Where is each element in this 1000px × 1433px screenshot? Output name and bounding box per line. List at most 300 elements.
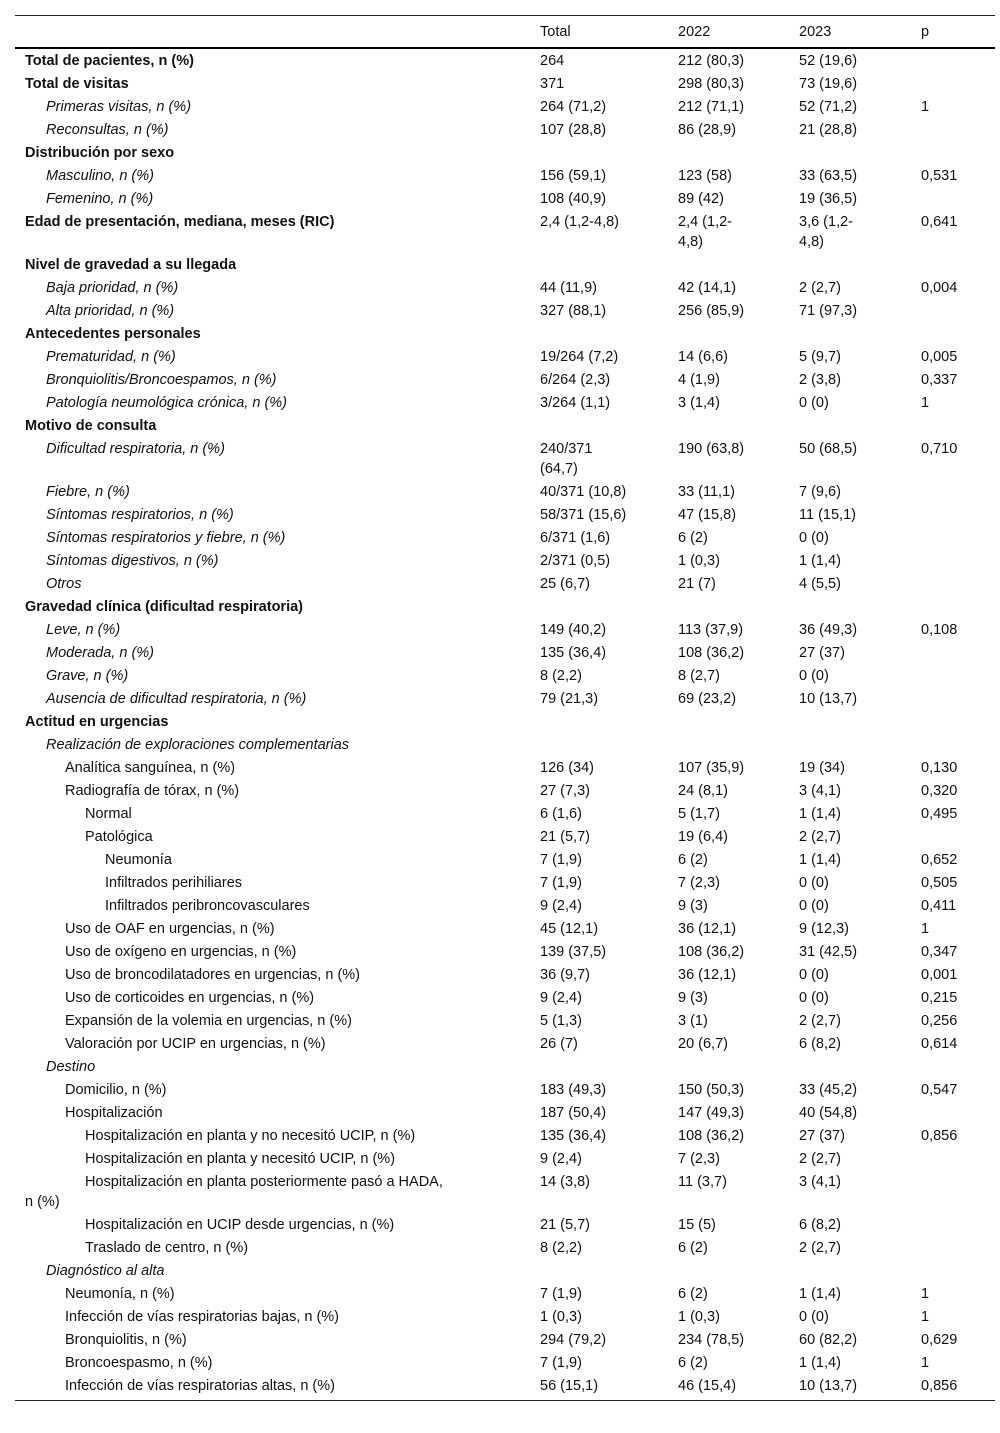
header-label [15, 16, 540, 49]
table-row [15, 210, 995, 253]
cell-p: 0,005 [921, 349, 958, 365]
table-row [15, 572, 995, 595]
cell-total: 183 (49,3) [540, 1082, 607, 1098]
table-row [15, 848, 995, 871]
table-body [15, 48, 995, 1401]
cell-2022: 123 (58) [678, 168, 733, 184]
row-label: Motivo de consulta [25, 418, 157, 434]
cell-2022: 47 (15,8) [678, 507, 737, 523]
cell-2023: 0 (0) [799, 1309, 829, 1325]
cell-2023: 2 (2,7) [799, 1013, 841, 1029]
cell-2022: 9 (3) [678, 898, 708, 914]
cell-p [921, 322, 995, 345]
cell-2023: 0 (0) [799, 668, 829, 684]
cell-total: 240/371 (64,7) [540, 441, 593, 477]
row-label: Alta prioridad, n (%) [46, 303, 175, 319]
cell-2022: 6 (2) [678, 1286, 708, 1302]
row-label: Moderada, n (%) [46, 645, 154, 661]
cell-total: 9 (2,4) [540, 1151, 582, 1167]
cell-p [921, 549, 995, 572]
cell-p: 0,411 [921, 898, 957, 914]
row-label: Síntomas respiratorios, n (%) [46, 507, 234, 523]
table-row [15, 756, 995, 779]
row-label: Leve, n (%) [46, 622, 121, 638]
cell-2023: 2 (2,7) [799, 1151, 841, 1167]
cell-p [921, 1236, 995, 1259]
table-row [15, 48, 995, 72]
cell-p [921, 1213, 995, 1236]
table-row [15, 664, 995, 687]
cell-total: 187 (50,4) [540, 1105, 607, 1121]
cell-p [921, 503, 995, 526]
cell-2022: 108 (36,2) [678, 944, 745, 960]
row-label: Valoración por UCIP en urgencias, n (%) [65, 1036, 326, 1052]
cell-p: 0,710 [921, 441, 958, 457]
cell-2022: 298 (80,3) [678, 76, 745, 92]
cell-total: 19/264 (7,2) [540, 349, 619, 365]
table-row [15, 1328, 995, 1351]
cell-2023: 21 (28,8) [799, 122, 858, 138]
cell-2022: 36 (12,1) [678, 967, 737, 983]
cell-p [921, 187, 995, 210]
cell-2023: 2 (2,7) [799, 829, 841, 845]
cell-2023: 71 (97,3) [799, 303, 858, 319]
cell-p: 0,108 [921, 622, 958, 638]
row-label: Hospitalización en UCIP desde urgencias, n (%) [85, 1217, 395, 1233]
row-label: Hospitalización en planta posteriormente pasó a HADA, n (%) [25, 1174, 443, 1210]
cell-2023: 2 (3,8) [799, 372, 841, 388]
row-label: Broncoespasmo, n (%) [65, 1355, 213, 1371]
cell-2022: 14 (6,6) [678, 349, 728, 365]
cell-total [540, 322, 678, 345]
row-label: Diagnóstico al alta [46, 1263, 165, 1279]
row-label: Patológica [85, 829, 153, 845]
table-row [15, 641, 995, 664]
cell-p: 1 [921, 921, 930, 937]
table-row [15, 1055, 995, 1078]
cell-total: 58/371 (15,6) [540, 507, 627, 523]
cell-p: 0,320 [921, 783, 958, 799]
table-row [15, 95, 995, 118]
cell-p: 0,652 [921, 852, 958, 868]
row-label: Expansión de la volemia en urgencias, n (%) [65, 1013, 352, 1029]
cell-p: 1 [921, 99, 930, 115]
row-label: Otros [46, 576, 82, 592]
cell-2023: 73 (19,6) [799, 76, 858, 92]
cell-2023: 52 (71,2) [799, 99, 858, 115]
row-label: Hospitalización en planta y necesitó UCIP, n (%) [85, 1151, 396, 1167]
table-row [15, 1032, 995, 1055]
cell-2022: 5 (1,7) [678, 806, 720, 822]
cell-2023 [799, 141, 921, 164]
row-label: Uso de broncodilatadores en urgencias, n (%) [65, 967, 360, 983]
cell-2023: 2 (2,7) [799, 1240, 841, 1256]
table-row [15, 164, 995, 187]
cell-2022: 3 (1,4) [678, 395, 720, 411]
row-label: Síntomas respiratorios y fiebre, n (%) [46, 530, 286, 546]
cell-p [921, 1170, 995, 1213]
cell-total: 14 (3,8) [540, 1174, 590, 1190]
cell-2023: 6 (8,2) [799, 1036, 841, 1052]
cell-2022: 69 (23,2) [678, 691, 737, 707]
cell-total [540, 141, 678, 164]
table-row [15, 710, 995, 733]
cell-2022: 19 (6,4) [678, 829, 728, 845]
cell-2022: 108 (36,2) [678, 1128, 745, 1144]
cell-p [921, 253, 995, 276]
cell-2023: 27 (37) [799, 645, 845, 661]
cell-total: 139 (37,5) [540, 944, 607, 960]
cell-total: 27 (7,3) [540, 783, 590, 799]
cell-2022: 24 (8,1) [678, 783, 728, 799]
table-row [15, 1009, 995, 1032]
cell-2022: 9 (3) [678, 990, 708, 1006]
row-label: Reconsultas, n (%) [46, 122, 169, 138]
cell-p [921, 1101, 995, 1124]
row-label: Total de visitas [25, 76, 129, 92]
row-label: Ausencia de dificultad respiratoria, n (%) [46, 691, 307, 707]
cell-p: 0,256 [921, 1013, 958, 1029]
cell-2022: 36 (12,1) [678, 921, 737, 937]
cell-total: 21 (5,7) [540, 1217, 590, 1233]
cell-p [921, 664, 995, 687]
table-row [15, 963, 995, 986]
cell-2023: 1 (1,4) [799, 1286, 841, 1302]
cell-2022: 234 (78,5) [678, 1332, 745, 1348]
cell-total: 5 (1,3) [540, 1013, 582, 1029]
cell-p [921, 1147, 995, 1170]
row-label: Síntomas digestivos, n (%) [46, 553, 219, 569]
table-row [15, 1124, 995, 1147]
cell-total: 7 (1,9) [540, 875, 582, 891]
cell-2023: 40 (54,8) [799, 1105, 858, 1121]
cell-2022: 212 (80,3) [678, 53, 745, 69]
cell-2023: 19 (34) [799, 760, 845, 776]
table-row [15, 1305, 995, 1328]
cell-2023 [799, 1259, 921, 1282]
cell-2023 [799, 710, 921, 733]
table-row [15, 391, 995, 414]
cell-2023: 0 (0) [799, 875, 829, 891]
row-label: Uso de corticoides en urgencias, n (%) [65, 990, 315, 1006]
row-label: Infección de vías respiratorias altas, n (%) [65, 1378, 335, 1394]
row-label: Infección de vías respiratorias bajas, n (%) [65, 1309, 340, 1325]
cell-2023: 1 (1,4) [799, 806, 841, 822]
cell-2022 [678, 141, 799, 164]
cell-p: 0,531 [921, 168, 958, 184]
row-label: Bronquiolitis/Broncoespamos, n (%) [46, 372, 277, 388]
cell-2023 [799, 1055, 921, 1078]
cell-p [921, 72, 995, 95]
cell-2022: 107 (35,9) [678, 760, 745, 776]
cell-p: 0,347 [921, 944, 958, 960]
cell-total: 2/371 (0,5) [540, 553, 611, 569]
cell-p: 0,130 [921, 760, 958, 776]
cell-2023: 6 (8,2) [799, 1217, 841, 1233]
cell-p [921, 118, 995, 141]
cell-2023: 0 (0) [799, 967, 829, 983]
cell-2023: 11 (15,1) [799, 507, 856, 523]
cell-total: 3/264 (1,1) [540, 395, 611, 411]
row-label: Neumonía, n (%) [65, 1286, 175, 1302]
cell-p: 1 [921, 1286, 930, 1302]
header-2022: 2022 [678, 23, 711, 40]
cell-2023: 9 (12,3) [799, 921, 849, 937]
cell-2023: 5 (9,7) [799, 349, 841, 365]
cell-2023 [799, 733, 921, 756]
cell-2023 [799, 322, 921, 345]
cell-2023: 0 (0) [799, 990, 829, 1006]
cell-2022: 42 (14,1) [678, 280, 737, 296]
cell-total: 8 (2,2) [540, 1240, 582, 1256]
cell-p: 1 [921, 1309, 930, 1325]
cell-2022: 6 (2) [678, 1240, 708, 1256]
cell-2022 [678, 710, 799, 733]
cell-total: 264 (71,2) [540, 99, 607, 115]
cell-2023: 4 (5,5) [799, 576, 841, 592]
table-row [15, 940, 995, 963]
cell-p: 0,856 [921, 1128, 958, 1144]
table-row [15, 1147, 995, 1170]
cell-p [921, 1259, 995, 1282]
table-row [15, 414, 995, 437]
cell-p [921, 414, 995, 437]
cell-total: 294 (79,2) [540, 1332, 607, 1348]
row-label: Realización de exploraciones complementarias [46, 737, 350, 753]
cell-2023: 1 (1,4) [799, 553, 841, 569]
row-label: Baja prioridad, n (%) [46, 280, 179, 296]
cell-p: 0,614 [921, 1036, 958, 1052]
row-label: Grave, n (%) [46, 668, 129, 684]
table-row [15, 1078, 995, 1101]
cell-2022 [678, 595, 799, 618]
table-row [15, 345, 995, 368]
row-label: Patología neumológica crónica, n (%) [46, 395, 287, 411]
row-label: Primeras visitas, n (%) [46, 99, 192, 115]
header-p: p [921, 23, 930, 40]
cell-2023: 33 (63,5) [799, 168, 858, 184]
cell-2022: 113 (37,9) [678, 622, 744, 638]
cell-total [540, 733, 678, 756]
cell-2023: 19 (36,5) [799, 191, 858, 207]
row-label: Bronquiolitis, n (%) [65, 1332, 187, 1348]
cell-2023: 3 (4,1) [799, 783, 841, 799]
cell-p [921, 480, 995, 503]
row-label: Dificultad respiratoria, n (%) [46, 441, 225, 457]
cell-2023: 0 (0) [799, 898, 829, 914]
cell-2022: 190 (63,8) [678, 441, 745, 457]
cell-total: 56 (15,1) [540, 1378, 599, 1394]
table-row [15, 595, 995, 618]
table-row [15, 618, 995, 641]
cell-2023: 31 (42,5) [799, 944, 858, 960]
cell-2023: 33 (45,2) [799, 1082, 858, 1098]
cell-p: 0,547 [921, 1082, 958, 1098]
cell-p: 0,505 [921, 875, 958, 891]
cell-2022: 15 (5) [678, 1217, 716, 1233]
cell-2022: 6 (2) [678, 1355, 708, 1371]
cell-2022: 2,4 (1,2- 4,8) [678, 214, 732, 250]
table-row [15, 549, 995, 572]
table-row [15, 1282, 995, 1305]
cell-p: 0,215 [921, 990, 958, 1006]
cell-2022: 3 (1) [678, 1013, 708, 1029]
cell-2022: 89 (42) [678, 191, 724, 207]
header-total: Total [540, 23, 571, 40]
cell-total: 7 (1,9) [540, 852, 582, 868]
cell-2022 [678, 414, 799, 437]
cell-2022: 1 (0,3) [678, 553, 720, 569]
cell-total [540, 595, 678, 618]
cell-p [921, 572, 995, 595]
cell-total: 79 (21,3) [540, 691, 599, 707]
header-row [15, 16, 995, 49]
table-row [15, 871, 995, 894]
cell-2022 [678, 1055, 799, 1078]
table-row [15, 253, 995, 276]
cell-2022: 212 (71,1) [678, 99, 745, 115]
cell-2023: 1 (1,4) [799, 1355, 841, 1371]
cell-total: 8 (2,2) [540, 668, 582, 684]
cell-total: 2,4 (1,2-4,8) [540, 214, 619, 230]
cell-2022: 46 (15,4) [678, 1378, 737, 1394]
cell-p [921, 141, 995, 164]
cell-2023: 10 (13,7) [799, 691, 858, 707]
row-label: Destino [46, 1059, 96, 1075]
cell-2023: 27 (37) [799, 1128, 845, 1144]
cell-p: 0,337 [921, 372, 958, 388]
cell-total: 149 (40,2) [540, 622, 607, 638]
cell-p [921, 1055, 995, 1078]
table-row [15, 986, 995, 1009]
row-label: Uso de oxígeno en urgencias, n (%) [65, 944, 297, 960]
cell-2022: 11 (3,7) [678, 1174, 727, 1190]
header-2023: 2023 [799, 23, 832, 40]
cell-2023: 1 (1,4) [799, 852, 841, 868]
table-row [15, 526, 995, 549]
cell-2023: 50 (68,5) [799, 441, 858, 457]
cell-total: 7 (1,9) [540, 1355, 582, 1371]
cell-p [921, 687, 995, 710]
row-label: Actitud en urgencias [25, 714, 169, 730]
cell-total: 135 (36,4) [540, 1128, 607, 1144]
cell-2023: 3,6 (1,2- 4,8) [799, 214, 853, 250]
row-label: Femenino, n (%) [46, 191, 154, 207]
row-label: Infiltrados perihiliares [105, 875, 243, 891]
cell-p [921, 710, 995, 733]
cell-total: 9 (2,4) [540, 990, 582, 1006]
cell-p: 0,495 [921, 806, 958, 822]
table-row [15, 1374, 995, 1401]
cell-2023 [799, 253, 921, 276]
cell-total: 45 (12,1) [540, 921, 599, 937]
cell-2022: 6 (2) [678, 530, 708, 546]
table-row [15, 802, 995, 825]
cell-total: 135 (36,4) [540, 645, 607, 661]
results-table [15, 15, 995, 1401]
cell-p: 0,629 [921, 1332, 958, 1348]
table-row [15, 825, 995, 848]
table-row [15, 1259, 995, 1282]
cell-2023 [799, 595, 921, 618]
cell-total: 1 (0,3) [540, 1309, 582, 1325]
row-label: Masculino, n (%) [46, 168, 154, 184]
cell-2022: 256 (85,9) [678, 303, 745, 319]
table-row [15, 733, 995, 756]
cell-total: 36 (9,7) [540, 967, 590, 983]
cell-2023: 60 (82,2) [799, 1332, 858, 1348]
table-row [15, 1170, 995, 1213]
table-row [15, 72, 995, 95]
table-row [15, 322, 995, 345]
cell-2022: 150 (50,3) [678, 1082, 745, 1098]
cell-p: 0,856 [921, 1378, 958, 1394]
table-row [15, 894, 995, 917]
row-label: Uso de OAF en urgencias, n (%) [65, 921, 275, 937]
cell-total: 21 (5,7) [540, 829, 590, 845]
cell-2023: 10 (13,7) [799, 1378, 858, 1394]
row-label: Edad de presentación, mediana, meses (RIC) [25, 214, 335, 230]
cell-2022 [678, 253, 799, 276]
row-label: Radiografía de tórax, n (%) [65, 783, 240, 799]
table-row [15, 779, 995, 802]
row-label: Domicilio, n (%) [65, 1082, 167, 1098]
cell-2022: 20 (6,7) [678, 1036, 728, 1052]
cell-2023 [799, 414, 921, 437]
cell-total [540, 710, 678, 733]
row-label: Total de pacientes, n (%) [25, 53, 194, 69]
cell-2022: 7 (2,3) [678, 1151, 720, 1167]
table-row [15, 1351, 995, 1374]
cell-p [921, 526, 995, 549]
cell-total: 371 [540, 76, 565, 92]
cell-2022: 4 (1,9) [678, 372, 720, 388]
cell-total: 6 (1,6) [540, 806, 582, 822]
cell-total: 264 [540, 53, 565, 69]
row-label: Prematuridad, n (%) [46, 349, 176, 365]
cell-total: 7 (1,9) [540, 1286, 582, 1302]
cell-2022 [678, 322, 799, 345]
cell-p: 1 [921, 395, 930, 411]
cell-total: 9 (2,4) [540, 898, 582, 914]
cell-2023: 52 (19,6) [799, 53, 858, 69]
table-row [15, 480, 995, 503]
table-row [15, 917, 995, 940]
cell-2022: 1 (0,3) [678, 1309, 720, 1325]
row-label: Infiltrados peribroncovasculares [105, 898, 310, 914]
table-row [15, 1236, 995, 1259]
cell-2023: 3 (4,1) [799, 1174, 841, 1190]
cell-2022: 8 (2,7) [678, 668, 720, 684]
table-row [15, 276, 995, 299]
row-label: Analítica sanguínea, n (%) [65, 760, 236, 776]
table-row [15, 368, 995, 391]
cell-total [540, 253, 678, 276]
cell-total: 6/264 (2,3) [540, 372, 611, 388]
cell-2022: 21 (7) [678, 576, 716, 592]
cell-p [921, 825, 995, 848]
cell-total: 327 (88,1) [540, 303, 607, 319]
cell-2022: 6 (2) [678, 852, 708, 868]
row-label: Neumonía [105, 852, 172, 868]
cell-2023: 0 (0) [799, 530, 829, 546]
cell-2022: 108 (36,2) [678, 645, 745, 661]
cell-2022: 33 (11,1) [678, 484, 735, 500]
cell-total [540, 414, 678, 437]
cell-total: 25 (6,7) [540, 576, 590, 592]
cell-2023: 7 (9,6) [799, 484, 841, 500]
table-row [15, 118, 995, 141]
